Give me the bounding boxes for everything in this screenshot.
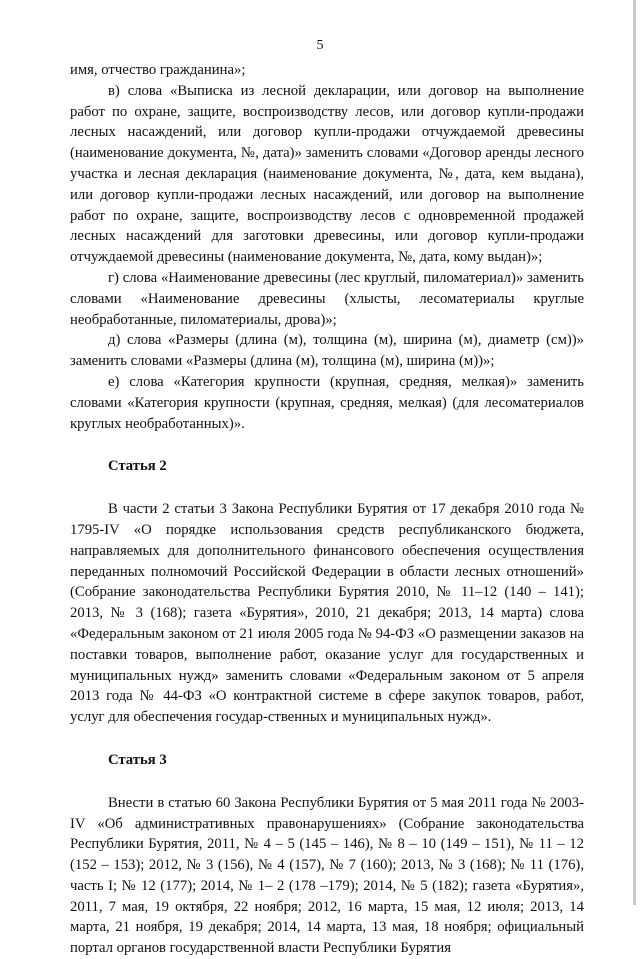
scan-edge-line: [633, 0, 636, 905]
paragraph-item-e: е) слова «Категория крупности (крупная, средняя, мелкая)» заменить словами «Категория крупности (крупная, средняя, мелкая) (для лесоматериалов круглых необработанных)».: [70, 373, 584, 432]
article-2-text: В части 2 статьи 3 Закона Республики Бурятия от 17 декабря 2010 года № 1795-IV «О порядке использования средств республиканского бюджета, направляемых для дополнительного финансового обеспечения осуществления переданных полномочий Российской Федерации в области лесных отношений» (Собрание законодательства Республики Бурятия 2010, № 11–12 (140 – 141); 2013, № 3 (168); газета «Бурятия», 2010, 21 декабря; 2013, 14 марта) слова «Федеральным законом от 21 июля 2005 года № 94-ФЗ «О размещении заказов на поставки товаров, выполнение работ, оказание услуг для государственных и муниципальных нужд» заменить словами «Федеральным законом от 5 апреля 2013 года № 44-ФЗ «О контрактной системе в сфере закупок товаров, работ, услуг для обеспечения государ-ственных и муниципальных нужд».: [70, 501, 584, 726]
article-3-heading: Статья 3: [108, 751, 167, 768]
paragraph-item-d: д) слова «Размеры (длина (м), толщина (м), ширина (м), диаметр (см))» заменить словами «Размеры (длина (м), толщина (м), ширина (м))»;: [70, 332, 584, 370]
paragraph-continued: имя, отчество гражданина»;: [70, 62, 246, 78]
paragraph-item-v: в) слова «Выписка из лесной декларации, или договор на выполнение работ по охране, защите, воспроизводству лесов, или договор купли-продажи лесных насаждений, или договор купли-продажи отчуждаемой древесины (наименование документа, №, дата)» заменить словами «Договор аренды лесного участка и лесная декларация (наименование документа, №, дата, кем выдана), или договор купли-продажи лесных насаждений, или договор на выполнение работ по охране, защите, воспроизводству лесов с одновременной продажей лесных насаждений для заготовки древесины, или договор купли-продажи отчуждаемой древесины (наименование документа, №, дата, кому выдан)»;: [70, 82, 584, 266]
document-body: [70, 60, 584, 959]
paragraph-item-g: г) слова «Наименование древесины (лес круглый, пиломатериал)» заменить словами «Наименование древесины (хлысты, лесоматериалы круглые необработанные, пиломатериалы, дрова)»;: [70, 269, 584, 328]
page-number: 5: [316, 38, 324, 53]
article-2-heading: Статья 2: [108, 458, 167, 475]
article-3-text: Внести в статью 60 Закона Республики Бурятия от 5 мая 2011 года № 2003-IV «Об административных правонарушениях» (Собрание законодательства Республики Бурятия, 2011, № 4 – 5 (145 – 146), № 8 – 10 (149 – 151), № 11 – 12 (152 – 153); 2012, № 3 (156), № 4 (157), № 7 (160); 2013, № 3 (168); № 11 (176), часть I; № 12 (177); 2014, № 1– 2 (178 –179); 2014, № 5 (182); газета «Бурятия», 2011, 7 мая, 19 октября, 22 ноября; 2012, 16 марта, 15 мая, 12 июля; 2013, 14 марта, 21 ноября, 19 декабря; 2014, 14 марта, 13 мая, 18 ноября; официальный портал органов государственной власти Республики Бурятия: [70, 794, 584, 957]
